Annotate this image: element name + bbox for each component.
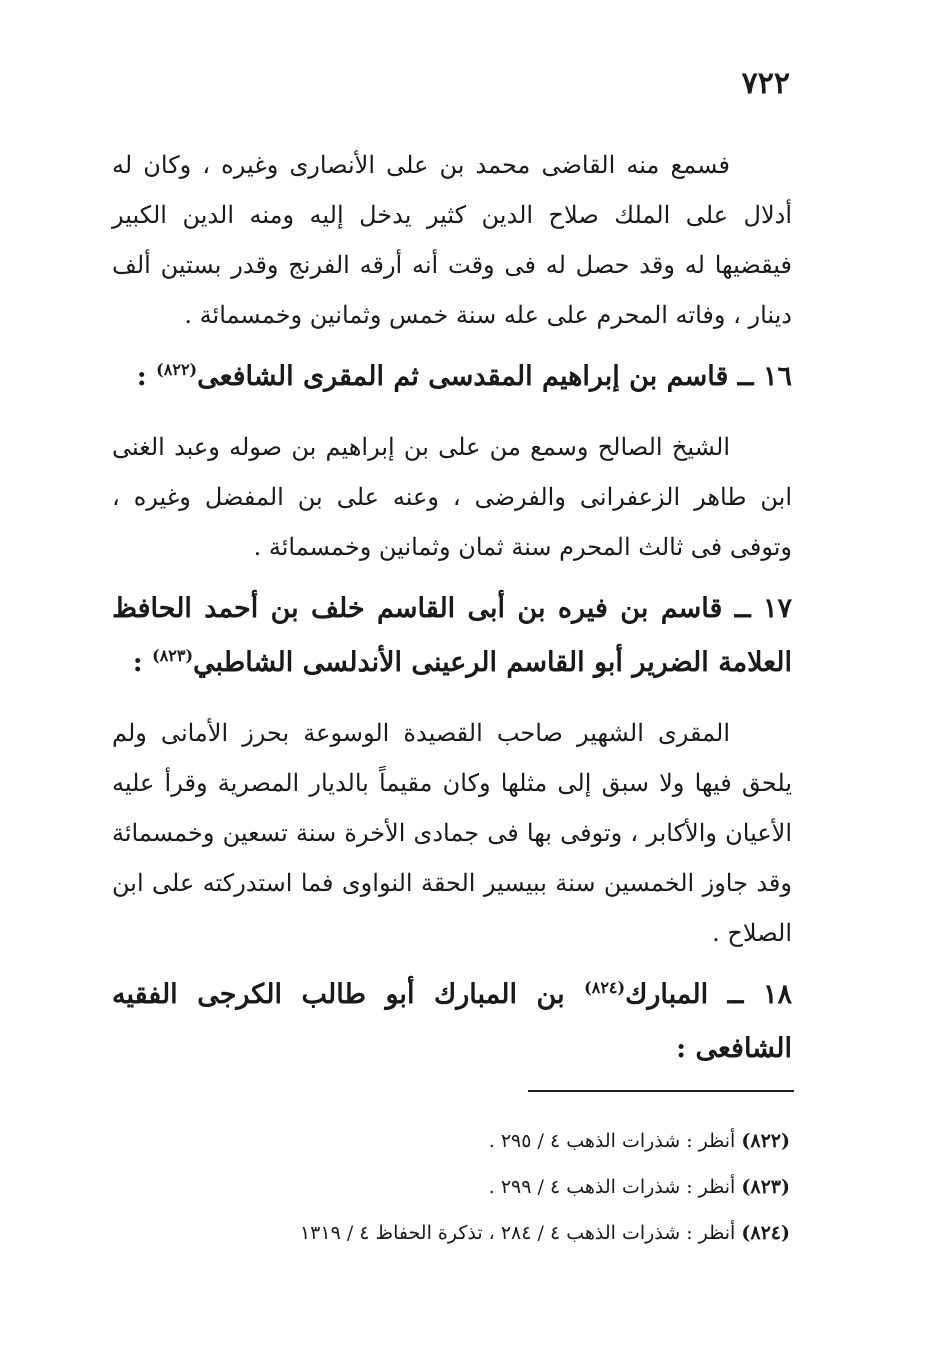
footnote-823 xyxy=(150,1164,790,1210)
footnote-number: (٨٢٣) xyxy=(741,1176,790,1198)
footnotes xyxy=(150,1118,790,1256)
entry-18-title-end: بن المبارك أبو طالب الكرجى الفقيه الشافعى : xyxy=(112,979,792,1064)
entry-16-title: ١٦ ــ قاسم بن إبراهيم المقدسى ثم المقرى الشافعى xyxy=(197,361,792,392)
entry-16-footnote-ref: (٨٢٢) xyxy=(156,360,198,379)
entry-17-body: المقرى الشهير صاحب القصيدة الوسوعة بحرز الأمانى ولم يلحق فيها ولا سبق إلى مثلها وكان مقيماً بالديار المصرية وقرأ عليه الأعيان والأكابر ، وتوفى بها فى جمادى الأخرة سنة تسعين وخمسمائة وقد جاوز الخمسين سنة ببيسير الحقة النواوى فما استدركته على ابن الصلاح . xyxy=(112,719,792,947)
entry-18-title-start: ١٨ ــ المبارك xyxy=(625,979,792,1010)
footnote-824 xyxy=(150,1210,790,1256)
entry-15-continuation: فسمع منه القاضى محمد بن على الأنصارى وغيره ، وكان له أدلال على الملك صلاح الدين كثير يدخل إليه ومنه الدين الكبير فيقضيها له وقد حصل له فى وقت أنه أرقه الفرنج وقدر بستين ألف دينار ، وفاته المحرم على عله سنة خمس وثمانين وخمسمائة . xyxy=(112,151,793,329)
footnote-number: (٨٢٢) xyxy=(741,1130,790,1152)
entry-18-heading xyxy=(112,968,792,1076)
main-text xyxy=(112,140,792,1076)
footnote-separator xyxy=(528,1090,794,1092)
entry-17-footnote-ref: (٨٢٣) xyxy=(152,646,194,665)
entry-16-heading xyxy=(112,350,792,404)
page-number: ٧٢٢ xyxy=(741,66,790,101)
entry-17-colon: : xyxy=(132,647,143,678)
footnote-text: أنظر : شذرات الذهب ٤ / ٢٨٤ ، تذكرة الحفاظ ٤ / ١٣١٩ xyxy=(299,1222,736,1244)
footnote-822 xyxy=(150,1118,790,1164)
footnote-text: أنظر : شذرات الذهب ٤ / ٢٩٥ . xyxy=(488,1130,736,1152)
footnote-text: أنظر : شذرات الذهب ٤ / ٢٩٩ . xyxy=(488,1176,736,1198)
entry-17-title: ١٧ ــ قاسم بن فيره بن أبى القاسم خلف بن أحمد الحافظ العلامة الضرير أبو القاسم الرعينى الأندلسى الشاطبي xyxy=(112,593,792,678)
entry-16-colon: : xyxy=(136,361,147,392)
entry-17-heading xyxy=(112,582,792,690)
entry-16-body: الشيخ الصالح وسمع من على بن إبراهيم بن صوله وعبد الغنى ابن طاهر الزعفرانى والفرضى ، وعنه على بن المفضل وغيره ، وتوفى فى ثالث المحرم سنة ثمان وثمانين وخمسمائة . xyxy=(112,433,792,561)
entry-18-footnote-ref: (٨٢٤) xyxy=(584,978,626,997)
footnote-number: (٨٢٤) xyxy=(741,1222,790,1244)
